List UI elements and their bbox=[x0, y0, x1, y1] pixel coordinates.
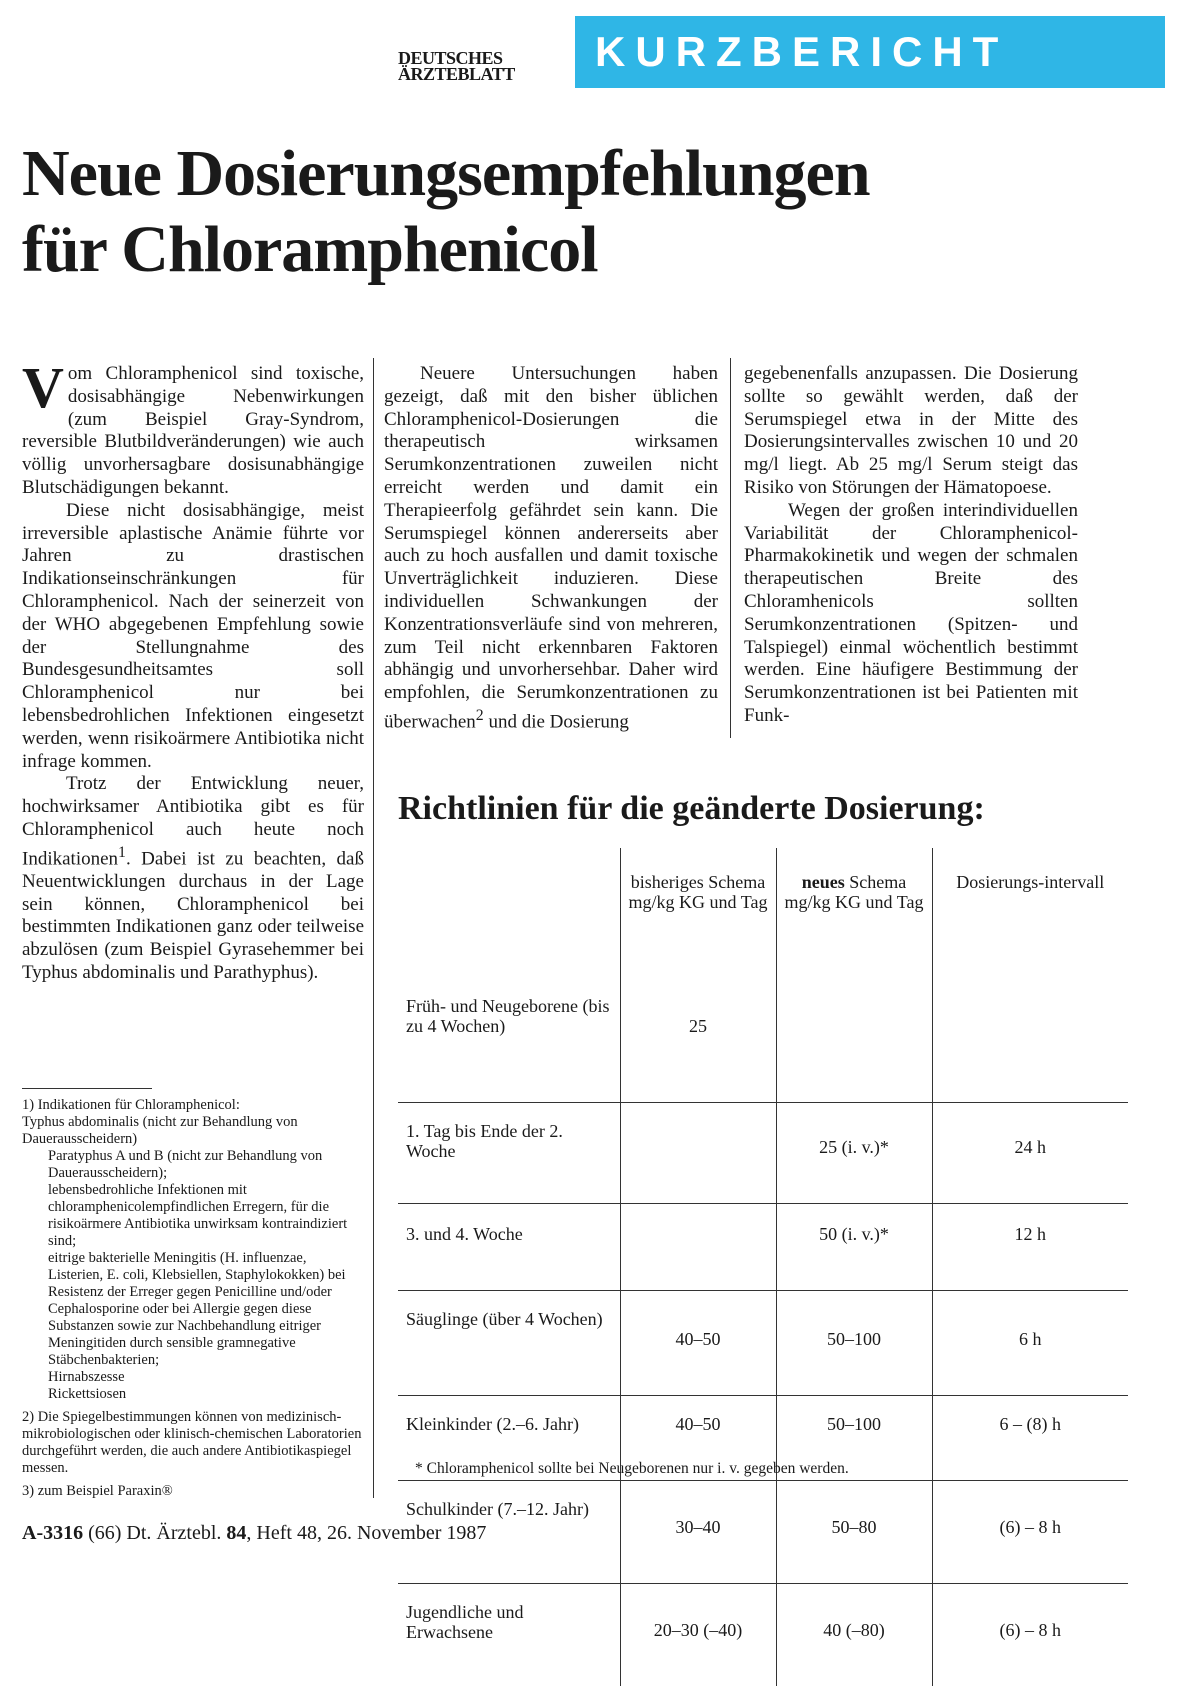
footnote-1-item: Paratyphus A und B (nicht zur Behandlung von Dauerausscheidern); bbox=[22, 1148, 364, 1182]
footnote-1-item: Rickettsiosen bbox=[22, 1386, 364, 1403]
row-label: 1. Tag bis Ende der 2. Woche bbox=[398, 1103, 620, 1204]
paragraph-1 bbox=[22, 363, 364, 500]
footnote-1-item: eitrige bakterielle Meningitis (H. influenzae, Listerien, E. coli, Klebsiellen, Staphylokokken) bei Resistenz der Erreger gegen Penicilline und/oder Cephalosporine oder bei Allergie gegen diese Substanzen sowie zur Nachbehandlung eitriger Meningitiden durch sensible gramnegative Stäbchenbakterien; bbox=[22, 1250, 364, 1369]
row-label: Kleinkinder (2.–6. Jahr) bbox=[398, 1396, 620, 1481]
footnote-ref-1: 1 bbox=[118, 844, 126, 861]
row-old bbox=[620, 1204, 776, 1291]
table-row bbox=[398, 1584, 1128, 1686]
masthead-line1: DEUTSCHES bbox=[398, 50, 515, 66]
title-line1: Neue Dosierungsempfehlungen bbox=[22, 136, 870, 212]
row-interval: (6) – 8 h bbox=[932, 1584, 1128, 1686]
table-row bbox=[398, 1103, 1128, 1204]
table-footnote: * Chloramphenicol sollte bei Neugeborenen nur i. v. gegeben werden. bbox=[415, 1460, 849, 1478]
footnote-separator bbox=[22, 1088, 152, 1089]
row-new: 50–80 bbox=[776, 1481, 932, 1584]
section-banner: KURZBERICHT bbox=[575, 16, 1165, 88]
table-title: Richtlinien für die geänderte Dosierung: bbox=[398, 790, 985, 828]
header-label bbox=[398, 848, 620, 976]
row-label: Früh- und Neugeborene (bis zu 4 Wochen) bbox=[398, 976, 620, 1103]
volume-number: 84 bbox=[226, 1522, 246, 1544]
paragraph-4-text-a: Neuere Untersuchungen haben gezeigt, daß mit den bisher üblichen Chloramphenicol-Dosierungen die therapeutisch wirksamen Serumkonzentrationen zuweilen nicht erreicht werden und damit ein Therapieerfolg gefährdet sein kann. Die Serumspiegel können andererseits aber auch zu hoch ausfallen und damit toxische Unverträglichkeit induzieren. Diese individuellen Schwankungen der Konzentrationsverläufe sind von mehreren, zum Teil nicht erkennbaren Faktoren abhängig und unvorhersehbar. Daher wird empfohlen, die Serumkonzentrationen zu überwachen bbox=[384, 363, 718, 732]
row-old: 30–40 bbox=[620, 1481, 776, 1584]
row-label: Jugendliche und Erwachsene bbox=[398, 1584, 620, 1686]
row-interval: (6) – 8 h bbox=[932, 1481, 1128, 1584]
article-title bbox=[22, 136, 870, 288]
header-new-rest: Schema mg/kg KG und Tag bbox=[785, 872, 924, 912]
footnote-2: 2) Die Spiegelbestimmungen können von medizinisch-mikrobiologischen oder klinisch-chemischen Laboratorien durchgeführt werden, die auch andere Antibiotikaspiegel messen. bbox=[22, 1409, 364, 1477]
column-1 bbox=[22, 363, 364, 985]
column-3 bbox=[744, 363, 1078, 728]
paragraph-2: Diese nicht dosisabhängige, meist irreversible aplastische Anämie führte vor Jahren zu drastischen Indikationseinschränkungen für Chloramphenicol. Nach der seinerzeit von der WHO abgegebenen Empfehlung sowie der Stellungnahme des Bundesgesundheitsamtes soll Chloramphenicol nur bei lebensbedrohlichen Infektionen eingesetzt werden, wenn risikoärmere Antibiotika nicht infrage kommen. bbox=[22, 500, 364, 774]
footnotes bbox=[22, 1088, 364, 1506]
paragraph-3-text-b: . Dabei ist zu beachten, daß Neuentwicklungen durchaus in der Lage sein können, Chloramphenicol bei bestimmten Indikationen ganz oder teilweise abzulösen (zum Beispiel Gyrasehemmer bei Typhus abdominalis und Parathyphus). bbox=[22, 848, 364, 983]
header-new-schema bbox=[776, 848, 932, 976]
footnote-1-item: lebensbedrohliche Infektionen mit chloramphenicolempfindlichen Erregern, für die risikoärmere Antibiotika unwirksam kontraindiziert sind; bbox=[22, 1182, 364, 1250]
dropcap: V bbox=[22, 365, 64, 411]
row-interval: 6 – (8) h bbox=[932, 1396, 1128, 1481]
row-old bbox=[620, 1103, 776, 1204]
footnote-3: 3) zum Beispiel Paraxin® bbox=[22, 1483, 364, 1500]
row-interval: 24 h bbox=[932, 1103, 1128, 1204]
paragraph-4-text-b: und die Dosierung bbox=[484, 711, 629, 732]
row-label: Schulkinder (7.–12. Jahr) bbox=[398, 1481, 620, 1584]
row-interval: 12 h bbox=[932, 1204, 1128, 1291]
footnote-ref-2: 2 bbox=[476, 707, 484, 724]
header-interval: Dosierungs-intervall bbox=[932, 848, 1128, 976]
row-new: 25 (i. v.)* bbox=[776, 1103, 932, 1204]
row-new: 50–100 bbox=[776, 1291, 932, 1396]
dosage-table bbox=[398, 848, 1128, 1686]
row-label: Säuglinge (über 4 Wochen) bbox=[398, 1291, 620, 1396]
masthead-line2: ÄRZTEBLATT bbox=[398, 66, 515, 82]
column-divider-1 bbox=[373, 358, 374, 1498]
page-footer bbox=[22, 1522, 486, 1545]
table-row bbox=[398, 976, 1128, 1103]
paragraph-6: Wegen der großen interindividuellen Variabilität der Chloramphenicol-Pharmakokinetik und wegen der schmalen therapeutischen Breite des Chloramhenicols sollten Serumkonzentrationen (Spitzen- und Talspiegel) einmal wöchentlich bestimmt werden. Eine häufigere Bestimmung der Serumkonzentrationen ist bei Patienten mit Funk- bbox=[744, 500, 1078, 728]
row-label: 3. und 4. Woche bbox=[398, 1204, 620, 1291]
row-interval: 6 h bbox=[932, 1291, 1128, 1396]
table-row bbox=[398, 1291, 1128, 1396]
table-row bbox=[398, 1481, 1128, 1584]
page-number: A-3316 bbox=[22, 1522, 83, 1544]
row-old: 25 bbox=[620, 976, 776, 1103]
paragraph-1-text: om Chloramphenicol sind toxische, dosisabhängige Nebenwirkungen (zum Beispiel Gray-Syndrom, reversible Blutbildveränderungen) wie auch völlig unvorhersagbare dosisunabhängige Blutschädigungen bekannt. bbox=[22, 363, 364, 498]
footnote-1-item: Typhus abdominalis (nicht zur Behandlung von Dauerausscheidern) bbox=[22, 1114, 364, 1148]
paragraph-5: gegebenenfalls anzupassen. Die Dosierung sollte so gewählt werden, daß der Serumspiegel etwa in der Mitte des Dosierungsintervalles zwischen 10 und 20 mg/l liegt. Ab 25 mg/l Serum steigt das Risiko von Störungen der Hämatopoese. bbox=[744, 363, 1078, 500]
row-old: 20–30 (–40) bbox=[620, 1584, 776, 1686]
footnote-1-item: Hirnabszesse bbox=[22, 1369, 364, 1386]
table-header-row bbox=[398, 848, 1128, 976]
header-new-bold: neues bbox=[802, 872, 845, 892]
column-divider-2 bbox=[730, 358, 731, 738]
row-new: 50 (i. v.)* bbox=[776, 1204, 932, 1291]
paragraph-3 bbox=[22, 773, 364, 985]
row-new: 50–100 bbox=[776, 1396, 932, 1481]
row-new bbox=[776, 976, 932, 1103]
row-new: 40 (–80) bbox=[776, 1584, 932, 1686]
paragraph-4 bbox=[384, 363, 718, 734]
footer-text-a: (66) Dt. Ärztebl. bbox=[83, 1522, 226, 1544]
column-2 bbox=[384, 363, 718, 734]
title-line2: für Chloramphenicol bbox=[22, 212, 870, 288]
row-interval bbox=[932, 976, 1128, 1103]
paragraph-3-text-a: Trotz der Entwicklung neuer, hochwirksamer Antibiotika gibt es für Chloramphenicol auch heute noch Indikationen bbox=[22, 773, 364, 869]
footer-text-b: , Heft 48, 26. November 1987 bbox=[246, 1522, 486, 1544]
masthead-logo bbox=[398, 50, 515, 82]
row-old: 40–50 bbox=[620, 1396, 776, 1481]
table-row bbox=[398, 1204, 1128, 1291]
footnote-1-heading: 1) Indikationen für Chloramphenicol: bbox=[22, 1097, 364, 1114]
header-old-schema: bisheriges Schema mg/kg KG und Tag bbox=[620, 848, 776, 976]
row-old: 40–50 bbox=[620, 1291, 776, 1396]
